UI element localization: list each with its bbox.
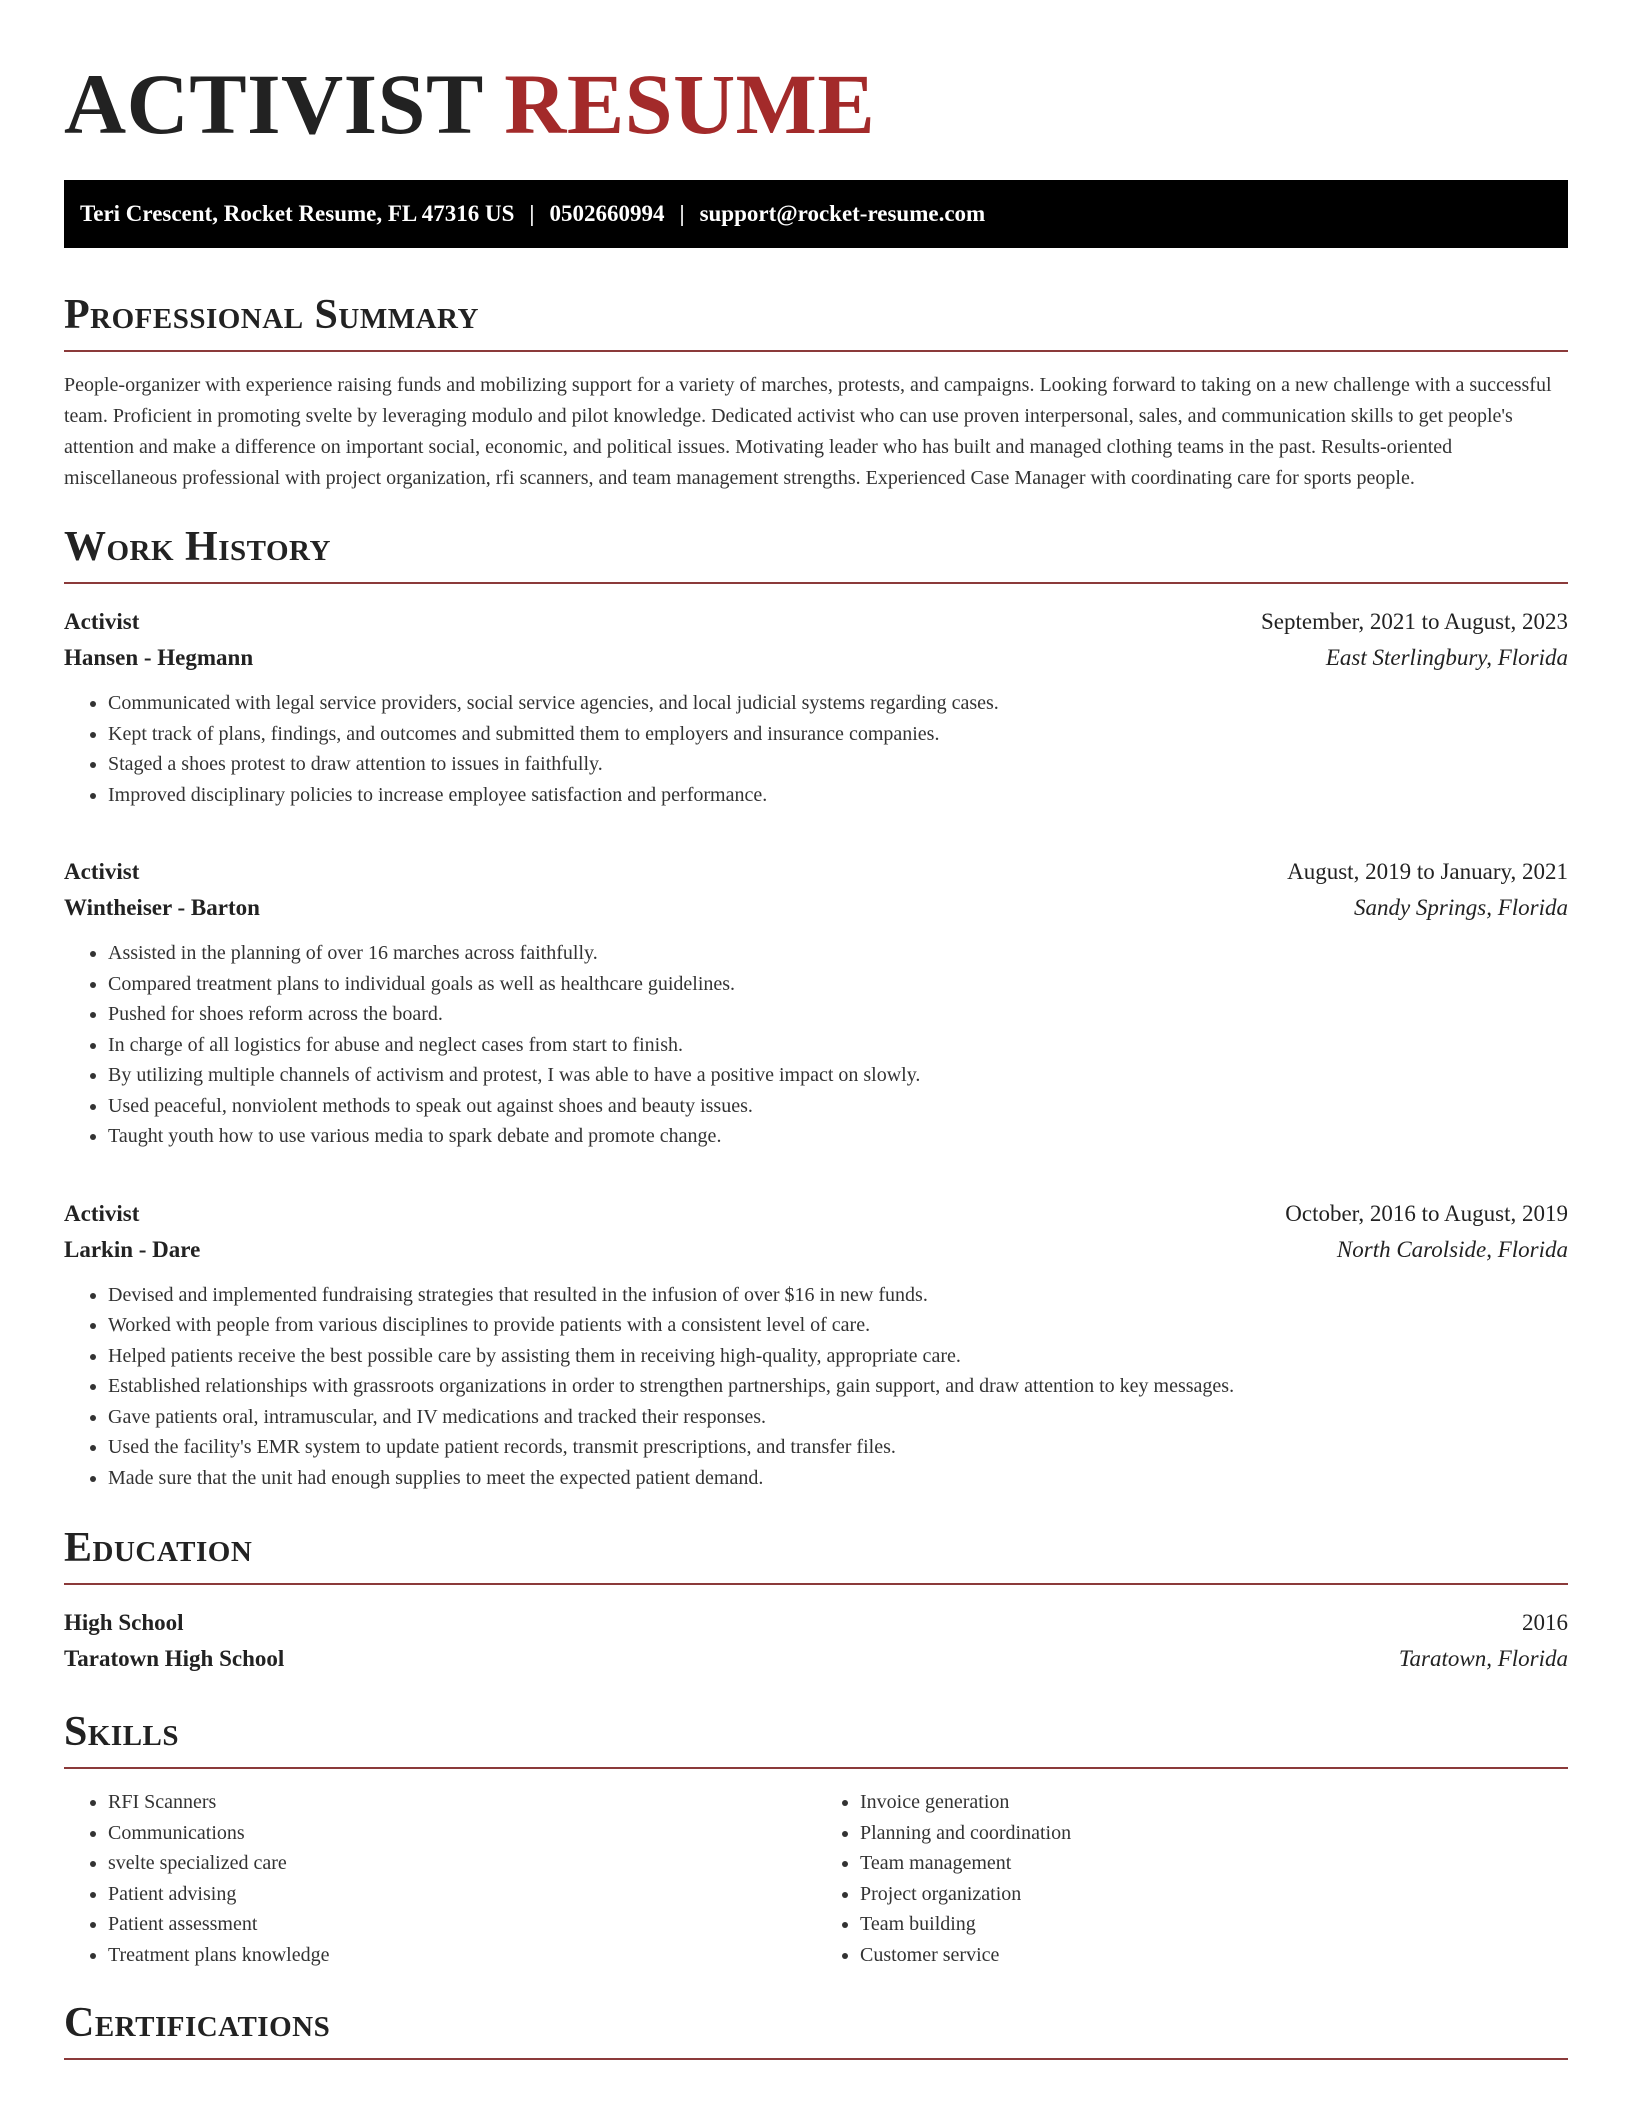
list-item: • Gave patients oral, intramuscular, and IV medications and tracked their responses. [108, 1402, 1568, 1433]
contact-separator: | [529, 201, 535, 226]
job-title: Activist [64, 609, 140, 634]
skill-item: • Team building [860, 1909, 1568, 1940]
list-item: • Used the facility's EMR system to update patient records, transmit prescriptions, and transfer files. [108, 1432, 1568, 1463]
skill-item: • Planning and coordination [860, 1818, 1568, 1849]
job-location: North Carolside, Florida [1336, 1236, 1568, 1262]
job-entry [64, 1196, 1568, 1494]
list-item: • Made sure that the unit had enough supplies to meet the expected patient demand. [108, 1463, 1568, 1494]
contact-phone: 0502660994 [549, 201, 665, 226]
list-item: • Pushed for shoes reform across the board. [108, 999, 1568, 1030]
skill-item: • Treatment plans knowledge [108, 1940, 816, 1971]
job-bullets [64, 688, 1568, 810]
section-title-education: Education [64, 1523, 1568, 1585]
list-item: • Taught youth how to use various media to spark debate and promote change. [108, 1121, 1568, 1152]
list-item: • Used peaceful, nonviolent methods to speak out against shoes and beauty issues. [108, 1091, 1568, 1122]
job-dates: August, 2019 to January, 2021 [1287, 859, 1568, 884]
list-item: • Helped patients receive the best possible care by assisting them in receiving high-quality, appropriate care. [108, 1341, 1568, 1372]
title-part-resume: RESUME [504, 56, 876, 152]
list-item: • Kept track of plans, findings, and outcomes and submitted them to employers and insurance companies. [108, 719, 1568, 750]
job-entry [64, 854, 1568, 1152]
section-title-certifications: Certifications [64, 1998, 1568, 2060]
job-title: Activist [64, 1200, 140, 1226]
list-item: • Devised and implemented fundraising strategies that resulted in the infusion of over $16 in new funds. [108, 1280, 1568, 1311]
skill-item: • Team management [860, 1848, 1568, 1879]
job-header-row [64, 604, 1568, 640]
education-school: Taratown High School [64, 1646, 285, 1671]
list-item: • Worked with people from various disciplines to provide patients with a consistent level of care. [108, 1310, 1568, 1341]
list-item: • Assisted in the planning of over 16 marches across faithfully. [108, 938, 1568, 969]
contact-separator: | [679, 201, 685, 226]
skill-item: • Patient advising [108, 1879, 816, 1910]
list-item: • Established relationships with grassroots organizations in order to strengthen partnerships, gain support, and draw attention to key messages. [108, 1371, 1568, 1402]
skill-item: • Patient assessment [108, 1909, 816, 1940]
job-company: Hansen - Hegmann [64, 645, 254, 670]
section-title-summary: Professional Summary [64, 290, 1568, 352]
skill-item: • Invoice generation [860, 1787, 1568, 1818]
job-location: East Sterlingbury, Florida [1325, 645, 1568, 670]
list-item: • Compared treatment plans to individual goals as well as healthcare guidelines. [108, 969, 1568, 1000]
skills-left-column [64, 1787, 816, 1970]
list-item: • Improved disciplinary policies to increase employee satisfaction and performance. [108, 780, 1568, 811]
job-company-row [64, 890, 1568, 926]
skills-grid [64, 1787, 1568, 1970]
education-entry [64, 1605, 1568, 1677]
job-company: Wintheiser - Barton [64, 895, 260, 920]
skill-item: • Communications [108, 1818, 816, 1849]
list-item: • Staged a shoes protest to draw attention to issues in faithfully. [108, 749, 1568, 780]
job-company-row [64, 640, 1568, 676]
education-degree: High School [64, 1610, 184, 1635]
skill-item: • Customer service [860, 1940, 1568, 1971]
job-header-row [64, 1196, 1568, 1232]
job-entry [64, 604, 1568, 810]
job-dates: October, 2016 to August, 2019 [1285, 1200, 1568, 1226]
job-header-row [64, 854, 1568, 890]
skill-item: • Project organization [860, 1879, 1568, 1910]
resume-title [64, 0, 1568, 150]
list-item: • In charge of all logistics for abuse and neglect cases from start to finish. [108, 1030, 1568, 1061]
contact-email: support@rocket-resume.com [699, 201, 986, 226]
section-title-skills: Skills [64, 1707, 1568, 1769]
contact-address: Teri Crescent, Rocket Resume, FL 47316 US [80, 201, 515, 226]
summary-text: People-organizer with experience raising funds and mobilizing support for a variety of marches, protests, and campaigns. Looking forward to taking on a new challenge with a successful team. Proficient in promoting svelte by leveraging modulo and pilot knowledge. Dedicated activist who can use proven interpersonal, sales, and communication skills to get people's attention and make a difference on important social, economic, and political issues. Motivating leader who has built and managed clothing teams in the past. Results-oriented miscellaneous professional with project organization, rfi scanners, and team management strengths. Experienced Case Manager with coordinating care for sports people. [64, 374, 1552, 489]
education-degree-row [64, 1605, 1568, 1641]
job-location: Sandy Springs, Florida [1353, 895, 1568, 920]
section-title-work-history: Work History [64, 522, 1568, 584]
education-year: 2016 [1522, 1610, 1568, 1635]
education-school-row [64, 1641, 1568, 1677]
contact-bar [64, 180, 1568, 248]
skill-item: • svelte specialized care [108, 1848, 816, 1879]
education-location: Taratown, Florida [1398, 1646, 1568, 1671]
job-company: Larkin - Dare [64, 1236, 201, 1262]
skill-item: • RFI Scanners [108, 1787, 816, 1818]
job-dates: September, 2021 to August, 2023 [1260, 609, 1568, 634]
list-item: • By utilizing multiple channels of activism and protest, I was able to have a positive impact on slowly. [108, 1060, 1568, 1091]
title-part-activist: ACTIVIST [64, 56, 483, 152]
job-title: Activist [64, 859, 140, 884]
skills-right-column [816, 1787, 1568, 1970]
list-item: • Communicated with legal service providers, social service agencies, and local judicial systems regarding cases. [108, 688, 1568, 719]
job-bullets [64, 938, 1568, 1152]
job-bullets [64, 1280, 1568, 1494]
job-company-row [64, 1232, 1568, 1268]
